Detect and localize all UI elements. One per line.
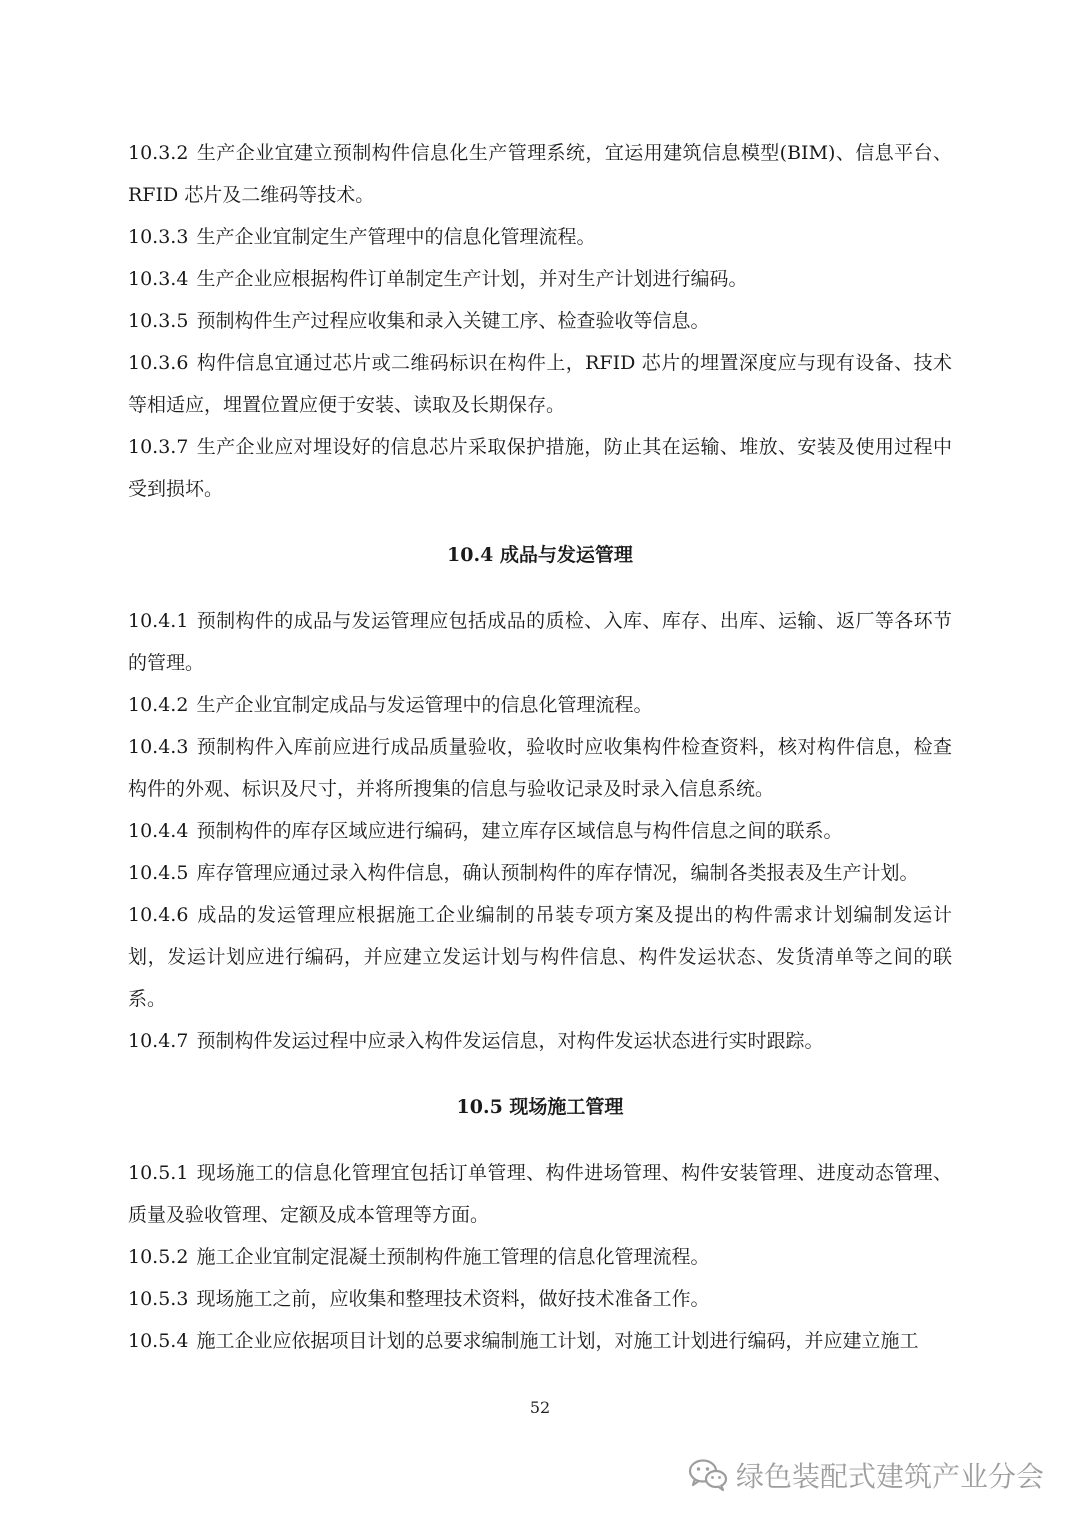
clause-text: 预制构件生产过程应收集和录入关键工序、检查验收等信息。 bbox=[196, 310, 710, 332]
clause-number: 10.5.4 bbox=[128, 1330, 189, 1352]
clause-10-3-6 bbox=[128, 342, 952, 426]
clause-10-3-4 bbox=[128, 258, 952, 300]
clause-text: 生产企业宜制定生产管理中的信息化管理流程。 bbox=[196, 226, 596, 248]
watermark bbox=[688, 1455, 1044, 1495]
clause-text: 预制构件的成品与发运管理应包括成品的质检、入库、库存、出库、运输、返厂等各环节的管理。 bbox=[128, 610, 952, 674]
clause-text: 生产企业宜建立预制构件信息化生产管理系统，宜运用建筑信息模型(BIM)、信息平台、RFID 芯片及二维码等技术。 bbox=[128, 142, 952, 206]
section-10-5 bbox=[128, 1062, 952, 1362]
clause-10-5-1 bbox=[128, 1152, 952, 1236]
clause-text: 现场施工的信息化管理宜包括订单管理、构件进场管理、构件安装管理、进度动态管理、质量及验收管理、定额及成本管理等方面。 bbox=[128, 1162, 952, 1226]
clause-10-3-2 bbox=[128, 132, 952, 216]
clause-text: 构件信息宜通过芯片或二维码标识在构件上，RFID 芯片的埋置深度应与现有设备、技术等相适应，埋置位置应便于安装、读取及长期保存。 bbox=[128, 352, 952, 416]
clause-text: 预制构件的库存区域应进行编码，建立库存区域信息与构件信息之间的联系。 bbox=[196, 820, 843, 842]
clause-10-5-3 bbox=[128, 1278, 952, 1320]
clause-10-5-2 bbox=[128, 1236, 952, 1278]
clause-10-4-4 bbox=[128, 810, 952, 852]
clause-text: 现场施工之前，应收集和整理技术资料，做好技术准备工作。 bbox=[196, 1288, 710, 1310]
clause-number: 10.3.4 bbox=[128, 268, 189, 290]
clause-number: 10.3.2 bbox=[128, 142, 189, 164]
clause-number: 10.4.3 bbox=[128, 736, 189, 758]
wechat-icon bbox=[688, 1458, 728, 1492]
clause-number: 10.5.2 bbox=[128, 1246, 189, 1268]
clause-number: 10.5.1 bbox=[128, 1162, 189, 1184]
clause-10-4-5 bbox=[128, 852, 952, 894]
clause-text: 施工企业应依据项目计划的总要求编制施工计划，对施工计划进行编码，并应建立施工 bbox=[196, 1330, 919, 1352]
document-body bbox=[128, 132, 952, 1362]
section-heading: 10.4 成品与发运管理 bbox=[447, 544, 633, 566]
clause-10-5-4 bbox=[128, 1320, 952, 1362]
clause-10-4-2 bbox=[128, 684, 952, 726]
clause-number: 10.3.3 bbox=[128, 226, 189, 248]
clause-number: 10.3.5 bbox=[128, 310, 189, 332]
clause-10-3-5 bbox=[128, 300, 952, 342]
clause-10-3-3 bbox=[128, 216, 952, 258]
clause-10-3-7 bbox=[128, 426, 952, 510]
clause-text: 预制构件发运过程中应录入构件发运信息，对构件发运状态进行实时跟踪。 bbox=[196, 1030, 824, 1052]
clause-text: 生产企业应对埋设好的信息芯片采取保护措施，防止其在运输、堆放、安装及使用过程中受到损坏。 bbox=[128, 436, 952, 500]
clause-number: 10.4.7 bbox=[128, 1030, 189, 1052]
clause-number: 10.4.5 bbox=[128, 862, 189, 884]
clause-10-4-1 bbox=[128, 600, 952, 684]
clause-number: 10.4.1 bbox=[128, 610, 189, 632]
clause-10-4-7 bbox=[128, 1020, 952, 1062]
clause-number: 10.4.6 bbox=[128, 904, 189, 926]
clause-text: 生产企业宜制定成品与发运管理中的信息化管理流程。 bbox=[196, 694, 653, 716]
clause-number: 10.5.3 bbox=[128, 1288, 189, 1310]
clause-number: 10.4.4 bbox=[128, 820, 189, 842]
watermark-text: 绿色装配式建筑产业分会 bbox=[735, 1460, 1044, 1493]
clause-number: 10.3.6 bbox=[128, 352, 189, 374]
clause-text: 预制构件入库前应进行成品质量验收，验收时应收集构件检查资料，核对构件信息，检查构件的外观、标识及尺寸，并将所搜集的信息与验收记录及时录入信息系统。 bbox=[128, 736, 952, 800]
clause-text: 生产企业应根据构件订单制定生产计划，并对生产计划进行编码。 bbox=[196, 268, 748, 290]
section-10-3 bbox=[128, 132, 952, 510]
clause-number: 10.3.7 bbox=[128, 436, 189, 458]
section-heading: 10.5 现场施工管理 bbox=[456, 1096, 624, 1118]
clause-text: 库存管理应通过录入构件信息，确认预制构件的库存情况，编制各类报表及生产计划。 bbox=[196, 862, 919, 884]
clause-10-4-3 bbox=[128, 726, 952, 810]
clause-number: 10.4.2 bbox=[128, 694, 189, 716]
clause-10-4-6 bbox=[128, 894, 952, 1020]
section-10-4 bbox=[128, 510, 952, 1062]
clause-text: 施工企业宜制定混凝土预制构件施工管理的信息化管理流程。 bbox=[196, 1246, 710, 1268]
page-number: 52 bbox=[529, 1398, 551, 1417]
clause-text: 成品的发运管理应根据施工企业编制的吊装专项方案及提出的构件需求计划编制发运计划，发运计划应进行编码，并应建立发运计划与构件信息、构件发运状态、发货清单等之间的联系。 bbox=[128, 904, 952, 1010]
